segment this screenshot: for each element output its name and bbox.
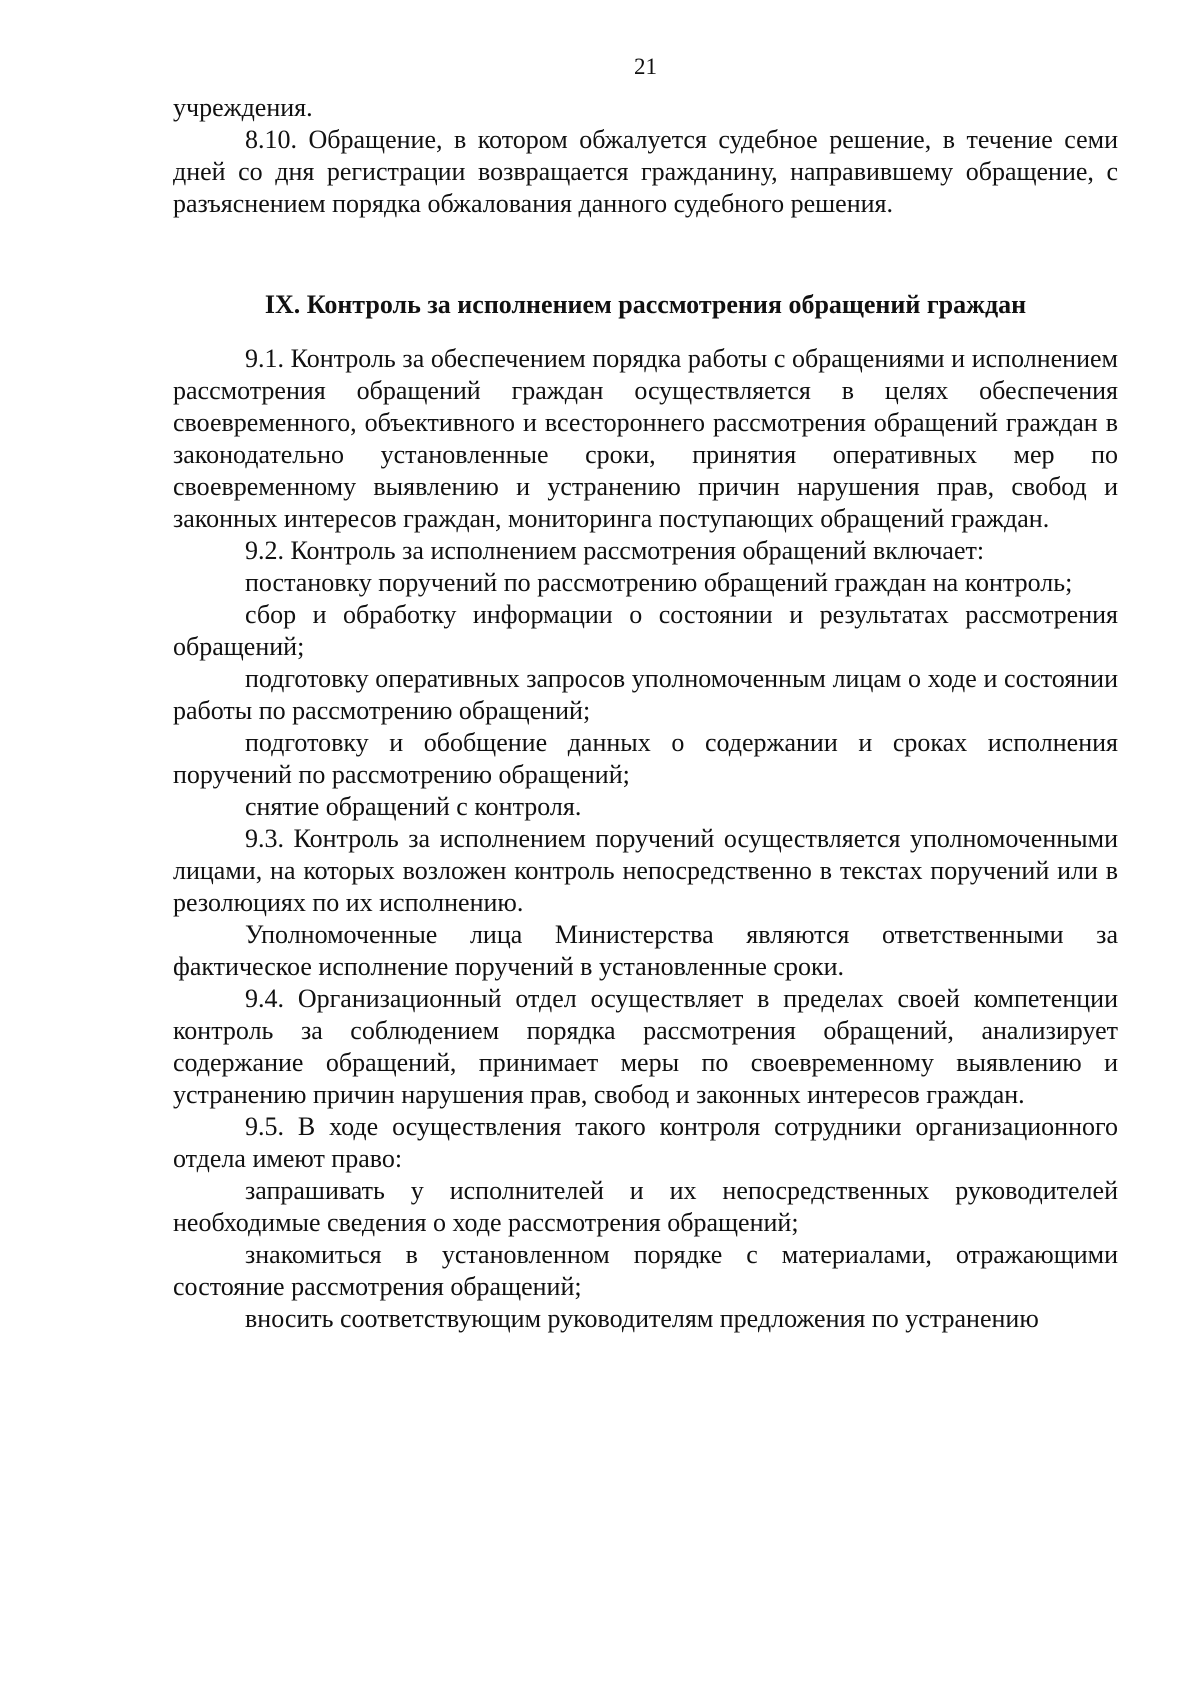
paragraph: 8.10. Обращение, в котором обжалуется судебное решение, в течение семи дней со дня регистрации возвращается гражданину, направившему обращение, с разъяснением порядка обжалования данного судебного решения. <box>173 125 1118 218</box>
paragraph: подготовку оперативных запросов уполномоченным лицам о ходе и состоянии работы по рассмотрению обращений; <box>173 664 1118 725</box>
paragraph: 9.5. В ходе осуществления такого контроля сотрудники организационного отдела имеют право: <box>173 1112 1118 1173</box>
section-heading: IX. Контроль за исполнением рассмотрения обращений граждан <box>264 290 1027 319</box>
paragraph: знакомиться в установленном порядке с материалами, отражающими состояние рассмотрения обращений; <box>173 1240 1118 1301</box>
paragraph: 9.3. Контроль за исполнением поручений осуществляется уполномоченными лицами, на которых возложен контроль непосредственно в текстах поручений или в резолюциях по их исполнению. <box>173 824 1118 917</box>
document-page <box>173 52 1118 1335</box>
paragraph: постановку поручений по рассмотрению обращений граждан на контроль; <box>245 568 1073 597</box>
paragraph: подготовку и обобщение данных о содержании и сроках исполнения поручений по рассмотрению обращений; <box>173 728 1118 789</box>
paragraph: Уполномоченные лица Министерства являются ответственными за фактическое исполнение поручений в установленные сроки. <box>173 920 1118 981</box>
paragraph: снятие обращений с контроля. <box>245 792 582 821</box>
paragraph: запрашивать у исполнителей и их непосредственных руководителей необходимые сведения о ходе рассмотрения обращений; <box>173 1176 1118 1237</box>
paragraphs-before-heading <box>173 92 1118 220</box>
paragraphs-after-heading <box>173 343 1118 1335</box>
paragraph: вносить соответствующим руководителям предложения по устранению <box>245 1304 1039 1333</box>
page-number: 21 <box>634 54 657 79</box>
paragraph: 9.4. Организационный отдел осуществляет в пределах своей компетенции контроль за соблюдением порядка рассмотрения обращений, анализирует содержание обращений, принимает меры по своевременному выявлению и устранению причин нарушения прав, свобод и законных интересов граждан. <box>173 984 1118 1109</box>
paragraph: 9.1. Контроль за обеспечением порядка работы с обращениями и исполнением рассмотрения обращений граждан осуществляется в целях обеспечения своевременного, объективного и всестороннего рассмотрения обращений граждан в законодательно установленные сроки, принятия оперативных мер по своевременному выявлению и устранению причин нарушения прав, свобод и законных интересов граждан, мониторинга поступающих обращений граждан. <box>173 344 1118 533</box>
paragraph: учреждения. <box>173 93 313 122</box>
paragraph: 9.2. Контроль за исполнением рассмотрения обращений включает: <box>245 536 985 565</box>
document-body <box>173 92 1118 1335</box>
paragraph: сбор и обработку информации о состоянии и результатах рассмотрения обращений; <box>173 600 1118 661</box>
